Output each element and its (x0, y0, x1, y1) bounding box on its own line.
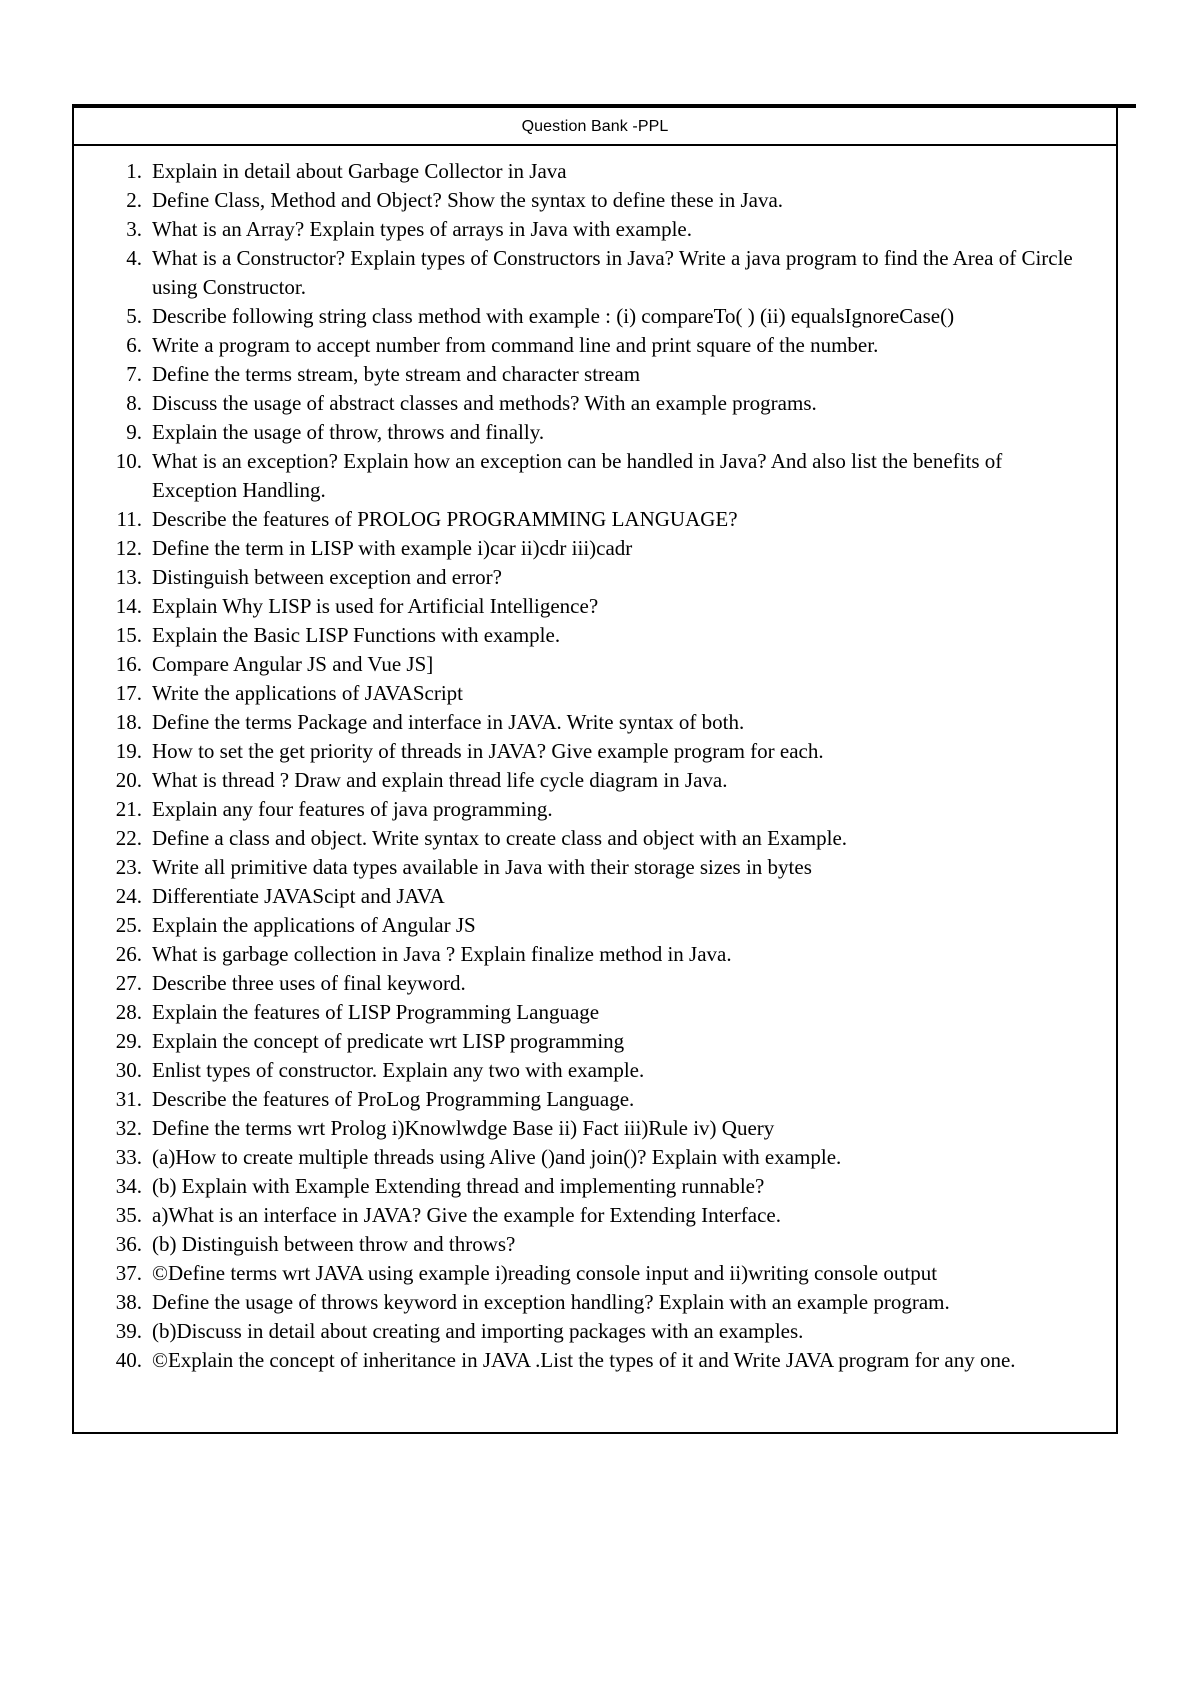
question-text: Write the applications of JAVAScript (152, 681, 464, 705)
question-number: 30. (115, 1058, 142, 1082)
question-number: 17. (115, 681, 142, 705)
question-text: Compare Angular JS and Vue JS] (152, 652, 434, 676)
question-item (74, 418, 1116, 447)
question-item (74, 969, 1116, 998)
question-number: 18. (115, 710, 142, 734)
question-text: Define the terms wrt Prolog i)Knowlwdge Base ii) Fact iii)Rule iv) Query (152, 1116, 775, 1140)
question-text: Enlist types of constructor. Explain any two with example. (152, 1058, 645, 1082)
question-number: 27. (115, 971, 142, 995)
question-item (74, 1114, 1116, 1143)
question-number: 26. (115, 942, 142, 966)
question-number: 4. (126, 246, 142, 270)
question-text: Define a class and object. Write syntax to create class and object with an Example. (152, 826, 848, 850)
question-list-cell (74, 146, 1116, 1375)
question-item (74, 824, 1116, 853)
question-text: (a)How to create multiple threads using Alive ()and join()? Explain with example. (152, 1145, 842, 1169)
question-number: 31. (115, 1087, 142, 1111)
question-text: Define the term in LISP with example i)car ii)cdr iii)cadr (152, 536, 633, 560)
question-item (74, 534, 1116, 563)
question-number: 15. (115, 623, 142, 647)
question-text: Explain the concept of predicate wrt LISP programming (152, 1029, 625, 1053)
question-text: ©Define terms wrt JAVA using example i)reading console input and ii)writing console output (152, 1261, 938, 1285)
question-number: 24. (115, 884, 142, 908)
question-text: Distinguish between exception and error? (152, 565, 502, 589)
question-bank-table (72, 108, 1118, 1434)
question-list (74, 157, 1116, 1375)
question-number: 23. (115, 855, 142, 879)
document-title: Question Bank -PPL (74, 108, 1116, 146)
question-number: 40. (115, 1348, 142, 1372)
question-number: 33. (115, 1145, 142, 1169)
question-text: Explain the applications of Angular JS (152, 913, 476, 937)
question-text: What is thread ? Draw and explain thread life cycle diagram in Java. (152, 768, 728, 792)
question-text: What is an Array? Explain types of arrays in Java with example. (152, 217, 692, 241)
question-item (74, 708, 1116, 737)
question-item (74, 853, 1116, 882)
question-text: Explain the features of LISP Programming Language (152, 1000, 600, 1024)
question-text: Define the terms stream, byte stream and character stream (152, 362, 641, 386)
question-text: (b) Explain with Example Extending thread and implementing runnable? (152, 1174, 765, 1198)
question-item (74, 360, 1116, 389)
question-item (74, 592, 1116, 621)
question-text: Explain the usage of throw, throws and finally. (152, 420, 545, 444)
question-item (74, 940, 1116, 969)
question-item (74, 1172, 1116, 1201)
question-item (74, 1027, 1116, 1056)
question-item (74, 1201, 1116, 1230)
question-number: 3. (126, 217, 142, 241)
question-text: Define the terms Package and interface in JAVA. Write syntax of both. (152, 710, 745, 734)
question-number: 8. (126, 391, 142, 415)
question-text: (b) Distinguish between throw and throws? (152, 1232, 516, 1256)
question-text: (b)Discuss in detail about creating and importing packages with an examples. (152, 1319, 804, 1343)
question-number: 20. (115, 768, 142, 792)
question-number: 2. (126, 188, 142, 212)
question-text: a)What is an interface in JAVA? Give the example for Extending Interface. (152, 1203, 781, 1227)
question-text: Discuss the usage of abstract classes and methods? With an example programs. (152, 391, 817, 415)
question-text: Describe three uses of final keyword. (152, 971, 466, 995)
question-number: 39. (115, 1319, 142, 1343)
question-item (74, 215, 1116, 244)
question-item (74, 1230, 1116, 1259)
question-number: 7. (126, 362, 142, 386)
question-text: Write all primitive data types available in Java with their storage sizes in bytes (152, 855, 812, 879)
question-text: Explain Why LISP is used for Artificial Intelligence? (152, 594, 599, 618)
question-text: ©Explain the concept of inheritance in JAVA .List the types of it and Write JAVA program for any one. (152, 1348, 1016, 1372)
question-text: How to set the get priority of threads in JAVA? Give example program for each. (152, 739, 824, 763)
question-number: 38. (115, 1290, 142, 1314)
question-item (74, 331, 1116, 360)
question-number: 34. (115, 1174, 142, 1198)
question-item (74, 186, 1116, 215)
question-number: 9. (126, 420, 142, 444)
question-number: 12. (115, 536, 142, 560)
question-text: Describe the features of ProLog Programming Language. (152, 1087, 635, 1111)
question-text: Explain the Basic LISP Functions with example. (152, 623, 561, 647)
question-text: Describe following string class method with example : (i) compareTo( ) (ii) equalsIgnoreCase() (152, 304, 955, 328)
question-text: Differentiate JAVAScipt and JAVA (152, 884, 445, 908)
question-item (74, 389, 1116, 418)
question-item (74, 882, 1116, 911)
question-number: 29. (115, 1029, 142, 1053)
question-number: 1. (126, 159, 142, 183)
question-item (74, 766, 1116, 795)
question-number: 22. (115, 826, 142, 850)
question-number: 37. (115, 1261, 142, 1285)
question-number: 11. (116, 507, 142, 531)
question-number: 14. (115, 594, 142, 618)
question-text: What is a Constructor? Explain types of Constructors in Java? Write a java program to find the Area of Circle using Constructor. (152, 246, 1073, 299)
question-item (74, 563, 1116, 592)
question-number: 25. (115, 913, 142, 937)
question-item (74, 650, 1116, 679)
question-item (74, 1346, 1116, 1375)
question-item (74, 1085, 1116, 1114)
question-item (74, 621, 1116, 650)
question-text: What is an exception? Explain how an exception can be handled in Java? And also list the benefits of Exception Handling. (152, 449, 1003, 502)
question-text: Define Class, Method and Object? Show the syntax to define these in Java. (152, 188, 784, 212)
question-number: 28. (115, 1000, 142, 1024)
question-item (74, 447, 1116, 505)
question-number: 5. (126, 304, 142, 328)
question-item (74, 795, 1116, 824)
question-item (74, 302, 1116, 331)
question-item (74, 911, 1116, 940)
question-text: Explain any four features of java programming. (152, 797, 553, 821)
question-number: 36. (115, 1232, 142, 1256)
question-item (74, 244, 1116, 302)
question-item (74, 1056, 1116, 1085)
question-item (74, 737, 1116, 766)
question-item (74, 1259, 1116, 1288)
question-text: What is garbage collection in Java ? Explain finalize method in Java. (152, 942, 732, 966)
question-number: 10. (115, 449, 142, 473)
question-item (74, 1143, 1116, 1172)
question-text: Write a program to accept number from command line and print square of the number. (152, 333, 879, 357)
question-text: Explain in detail about Garbage Collector in Java (152, 159, 567, 183)
question-item (74, 1288, 1116, 1317)
question-number: 19. (115, 739, 142, 763)
question-item (74, 998, 1116, 1027)
question-number: 35. (115, 1203, 142, 1227)
question-text: Describe the features of PROLOG PROGRAMMING LANGUAGE? (152, 507, 738, 531)
question-item (74, 157, 1116, 186)
question-text: Define the usage of throws keyword in exception handling? Explain with an example program. (152, 1290, 950, 1314)
question-number: 16. (115, 652, 142, 676)
question-number: 6. (126, 333, 142, 357)
question-item (74, 1317, 1116, 1346)
question-number: 13. (115, 565, 142, 589)
question-number: 32. (115, 1116, 142, 1140)
question-item (74, 679, 1116, 708)
question-number: 21. (115, 797, 142, 821)
question-item (74, 505, 1116, 534)
